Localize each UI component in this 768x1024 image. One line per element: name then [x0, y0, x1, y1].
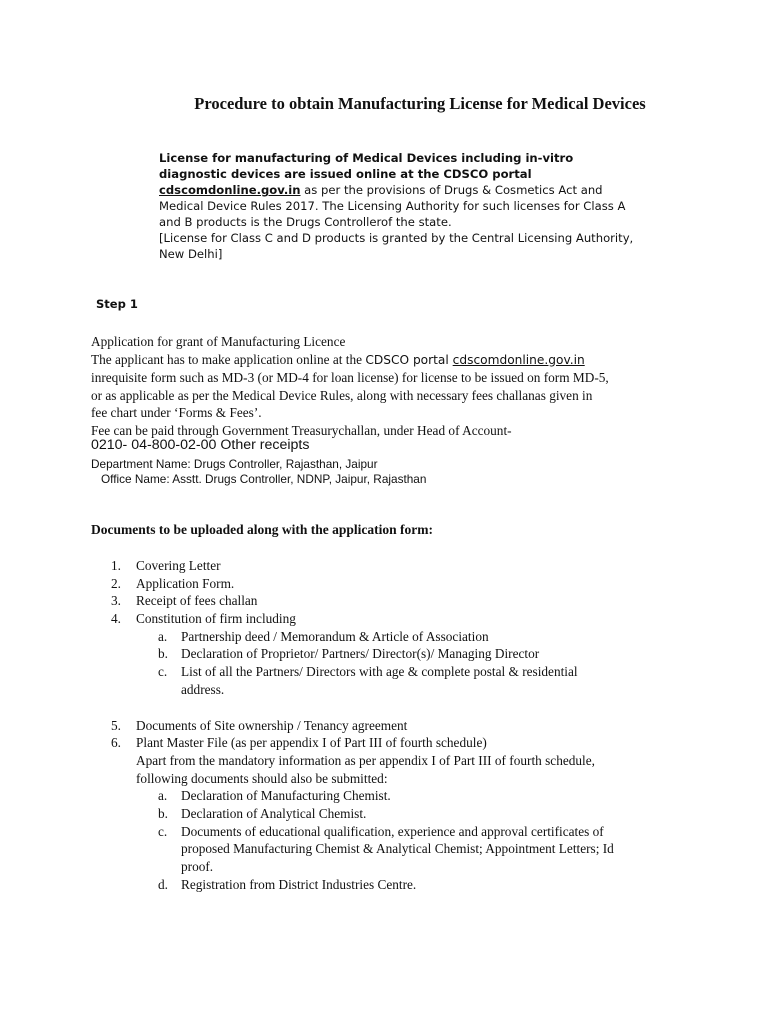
portal-link[interactable]: cdscomdonline.gov.in — [159, 183, 301, 197]
list-item: 1. Covering Letter — [111, 558, 221, 573]
portal-link[interactable]: cdscomdonline.gov.in — [452, 352, 585, 367]
application-text: fee chart under ‘Forms & Fees’. — [91, 405, 262, 420]
sub-list-item: a. Partnership deed / Memorandum & Article of Association — [158, 628, 489, 644]
office-name: Office Name: Asstt. Drugs Controller, NDNP, Jaipur, Rajasthan — [101, 472, 427, 486]
account-head: 0210- 04-800-02-00 Other receipts — [91, 437, 310, 453]
application-text: or as applicable as per the Medical Device Rules, along with necessary fees challanas given in — [91, 387, 593, 403]
application-text: Fee can be paid through Government Treasurychallan, under Head of Account- — [91, 422, 512, 438]
list-item: 2. Application Form. — [111, 575, 235, 591]
list-item-note: Apart from the mandatory information as per appendix I of Part III of fourth schedule, — [136, 752, 595, 768]
sub-list-item: a. Declaration of Manufacturing Chemist. — [158, 788, 391, 804]
page-title: Procedure to obtain Manufacturing License for Medical Devices — [194, 94, 646, 113]
step-label: Step 1 — [96, 297, 138, 311]
sub-list-item-continuation: address. — [181, 681, 225, 697]
intro-line: New Delhi] — [159, 247, 223, 261]
sub-list-item-continuation: proof. — [181, 859, 214, 874]
documents-list — [0, 557, 768, 893]
intro-line: License for manufacturing of Medical Devices including in-vitro — [159, 151, 574, 165]
application-text: inrequisite form such as MD-3 (or MD-4 for loan license) for license to be issued on form MD-5, — [91, 370, 609, 385]
list-item: 6. Plant Master File (as per appendix I of Part III of fourth schedule) — [111, 735, 487, 751]
list-item: 5. Documents of Site ownership / Tenancy agreement — [111, 717, 408, 733]
list-item: 4. Constitution of firm including — [111, 611, 296, 627]
intro-line: and B products is the Drugs Controllerof the state. — [159, 215, 452, 229]
application-section — [91, 333, 691, 439]
application-text: CDSCO portal — [365, 352, 453, 367]
sub-list-item: d. Registration from District Industries Centre. — [158, 876, 417, 892]
department-name: Department Name: Drugs Controller, Rajasthan, Jaipur — [91, 457, 378, 471]
application-text: The applicant has to make application online at the — [91, 351, 366, 367]
list-item: 3. Receipt of fees challan — [111, 593, 258, 609]
application-heading: Application for grant of Manufacturing Licence — [91, 334, 346, 349]
intro-line: [License for Class C and D products is granted by the Central Licensing Authority, — [159, 231, 634, 245]
sub-list-item-continuation: proposed Manufacturing Chemist & Analytical Chemist; Appointment Letters; Id — [181, 841, 614, 857]
intro-line: diagnostic devices are issued online at the CDSCO portal — [159, 167, 532, 181]
documents-heading: Documents to be uploaded along with the application form: — [91, 522, 434, 537]
sub-list-item: c. List of all the Partners/ Directors with age & complete postal & residential — [158, 664, 578, 680]
intro-line: as per the provisions of Drugs & Cosmetics Act and — [300, 183, 603, 197]
intro-line: Medical Device Rules 2017. The Licensing Authority for such licenses for Class A — [159, 199, 626, 213]
intro-paragraph — [159, 150, 699, 262]
sub-list-item: b. Declaration of Proprietor/ Partners/ Director(s)/ Managing Director — [158, 646, 540, 662]
list-item-note: following documents should also be submitted: — [136, 770, 388, 786]
sub-list-item: b. Declaration of Analytical Chemist. — [158, 805, 367, 821]
sub-list-item: c. Documents of educational qualification, experience and approval certificates of — [158, 823, 604, 839]
